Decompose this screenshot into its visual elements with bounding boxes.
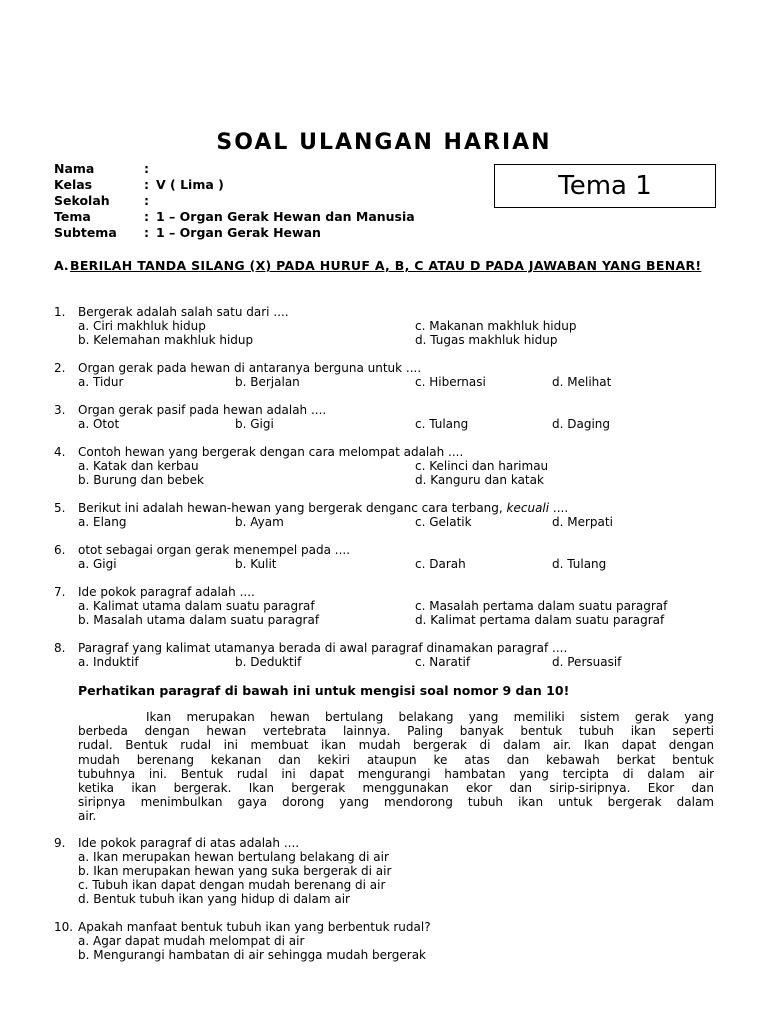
info-label: Subtema [54, 225, 117, 240]
info-label: Nama [54, 161, 95, 176]
option-b[interactable]: b. Mengurangi hambatan di air sehingga mudah bergerak [78, 948, 426, 962]
info-separator: : [144, 225, 149, 240]
option-d[interactable]: d. Persuasif [552, 655, 622, 669]
option-d[interactable]: d. Tulang [552, 557, 607, 571]
option-a[interactable]: a. Kalimat utama dalam suatu paragraf [78, 599, 315, 613]
question-9 [54, 836, 734, 906]
question-number: 1. [54, 305, 66, 319]
option-d[interactable]: d. Melihat [552, 375, 612, 389]
info-row-kelas [54, 177, 415, 193]
question-number: 9. [54, 836, 66, 850]
option-a[interactable]: a. Gigi [78, 557, 117, 571]
option-c[interactable]: c. Makanan makhluk hidup [415, 319, 577, 333]
option-a[interactable]: a. Tidur [78, 375, 124, 389]
section-heading [54, 258, 716, 273]
option-a[interactable]: a. Ciri makhluk hidup [78, 319, 206, 333]
info-label: Sekolah [54, 193, 110, 208]
info-row-sekolah [54, 193, 415, 209]
option-d[interactable]: d. Bentuk tubuh ikan yang hidup di dalam air [78, 892, 350, 906]
question-stem: Paragraf yang kalimat utamanya berada di awal paragraf dinamakan paragraf .... [78, 641, 568, 655]
option-b[interactable]: b. Burung dan bebek [78, 473, 204, 487]
question-6 [54, 543, 734, 571]
option-a[interactable]: a. Otot [78, 417, 120, 431]
question-3 [54, 403, 734, 431]
option-c[interactable]: c. Hibernasi [415, 375, 486, 389]
option-a[interactable]: a. Katak dan kerbau [78, 459, 199, 473]
info-label: Kelas [54, 177, 93, 192]
section-letter: A. [54, 258, 69, 273]
option-c[interactable]: c. Darah [415, 557, 466, 571]
paragraph-line: ketika ikan bergerak. Ikan bergerak menggunakan ekor dan sirip-siripnya. Ekor dan [78, 780, 714, 795]
option-a[interactable]: a. Induktif [78, 655, 139, 669]
reading-instruction: Perhatikan paragraf di bawah ini untuk mengisi soal nomor 9 dan 10! [78, 683, 570, 698]
question-number: 7. [54, 585, 66, 599]
question-stem: otot sebagai organ gerak menempel pada .... [78, 543, 351, 557]
paragraph-line: mudah berenang kekanan dan kekiri ataupun ke atas dan kebawah berkat bentuk [78, 752, 714, 767]
paragraph-line: Ikan merupakan hewan bertulang belakang yang memiliki sistem gerak yang [146, 710, 714, 724]
paragraph-line: rudal. Bentuk rudal ini membuat ikan mudah bergerak di dalam air. Ikan dapat dengan [78, 738, 714, 753]
info-separator: : [144, 193, 149, 208]
paragraph-line: siripnya menimbulkan gaya dorong yang mendorong tubuh ikan untuk bergerak dalam [78, 795, 714, 810]
question-stem: Ide pokok paragraf di atas adalah .... [78, 836, 300, 850]
info-separator: : [144, 161, 149, 176]
option-d[interactable]: d. Merpati [552, 515, 613, 529]
question-number: 2. [54, 361, 66, 375]
question-number: 10. [54, 920, 74, 934]
page-title: SOAL ULANGAN HARIAN [216, 130, 552, 155]
option-a[interactable]: a. Ikan merupakan hewan bertulang belakang di air [78, 850, 389, 864]
reading-paragraph [78, 710, 714, 824]
question-2 [54, 361, 734, 389]
option-a[interactable]: a. Elang [78, 515, 127, 529]
paragraph-line: air. [78, 809, 97, 824]
question-4 [54, 445, 734, 487]
stem-emphasis: kecuali [506, 501, 550, 515]
option-c[interactable]: c. Gelatik [415, 515, 472, 529]
stem-text: Berikut ini adalah hewan-hewan yang bergerak denganc cara terbang, [78, 501, 507, 515]
info-value: 1 – Organ Gerak Hewan dan Manusia [156, 209, 415, 224]
info-row-tema [54, 209, 415, 225]
option-d[interactable]: d. Kalimat pertama dalam suatu paragraf [415, 613, 665, 627]
section-instruction: BERILAH TANDA SILANG (X) PADA HURUF A, B, C ATAU D PADA JAWABAN YANG BENAR! [70, 258, 702, 273]
info-value: 1 – Organ Gerak Hewan [156, 225, 321, 240]
option-b[interactable]: b. Kelemahan makhluk hidup [78, 333, 254, 347]
option-b[interactable]: b. Gigi [235, 417, 274, 431]
question-stem: Organ gerak pada hewan di antaranya berguna untuk .... [78, 361, 422, 375]
option-b[interactable]: b. Kulit [235, 557, 277, 571]
option-d[interactable]: d. Tugas makhluk hidup [415, 333, 558, 347]
question-number: 6. [54, 543, 66, 557]
stem-text-end: .... [549, 501, 569, 515]
option-d[interactable]: d. Daging [552, 417, 611, 431]
info-value: V ( Lima ) [156, 177, 224, 192]
question-8 [54, 641, 734, 669]
question-stem: Bergerak adalah salah satu dari .... [78, 305, 289, 319]
info-separator: : [144, 209, 149, 224]
option-b[interactable]: b. Masalah utama dalam suatu paragraf [78, 613, 320, 627]
question-5 [54, 501, 734, 529]
option-c[interactable]: c. Naratif [415, 655, 471, 669]
info-row-subtema [54, 225, 415, 241]
tema-box: Tema 1 [494, 164, 716, 208]
question-stem: Organ gerak pasif pada hewan adalah .... [78, 403, 327, 417]
option-c[interactable]: c. Tulang [415, 417, 469, 431]
question-number: 5. [54, 501, 66, 515]
option-c[interactable]: c. Kelinci dan harimau [415, 459, 549, 473]
question-stem [78, 501, 734, 515]
question-7 [54, 585, 734, 627]
option-d[interactable]: d. Kanguru dan katak [415, 473, 544, 487]
paragraph-line: berbeda dengan hewan vertebrata lainnya. Paling banyak bentuk tubuh ikan seperti [78, 724, 714, 739]
option-b[interactable]: b. Berjalan [235, 375, 300, 389]
question-stem: Apakah manfaat bentuk tubuh ikan yang berbentuk rudal? [78, 920, 431, 934]
question-number: 3. [54, 403, 66, 417]
question-number: 4. [54, 445, 66, 459]
paragraph-line: tubuhnya ini. Bentuk rudal ini dapat mengurangi hambatan yang tercipta di dalam air [78, 766, 714, 781]
option-c[interactable]: c. Masalah pertama dalam suatu paragraf [415, 599, 668, 613]
question-number: 8. [54, 641, 66, 655]
question-10 [54, 920, 734, 962]
question-1 [54, 305, 734, 347]
question-stem: Contoh hewan yang bergerak dengan cara melompat adalah .... [78, 445, 464, 459]
info-label: Tema [54, 209, 91, 224]
option-c[interactable]: c. Tubuh ikan dapat dengan mudah berenang di air [78, 878, 386, 892]
option-b[interactable]: b. Deduktif [235, 655, 302, 669]
option-a[interactable]: a. Agar dapat mudah melompat di air [78, 934, 305, 948]
option-b[interactable]: b. Ikan merupakan hewan yang suka bergerak di air [78, 864, 392, 878]
option-b[interactable]: b. Ayam [235, 515, 284, 529]
student-info [54, 161, 415, 241]
info-row-nama [54, 161, 415, 177]
question-stem: Ide pokok paragraf adalah .... [78, 585, 255, 599]
info-separator: : [144, 177, 149, 192]
